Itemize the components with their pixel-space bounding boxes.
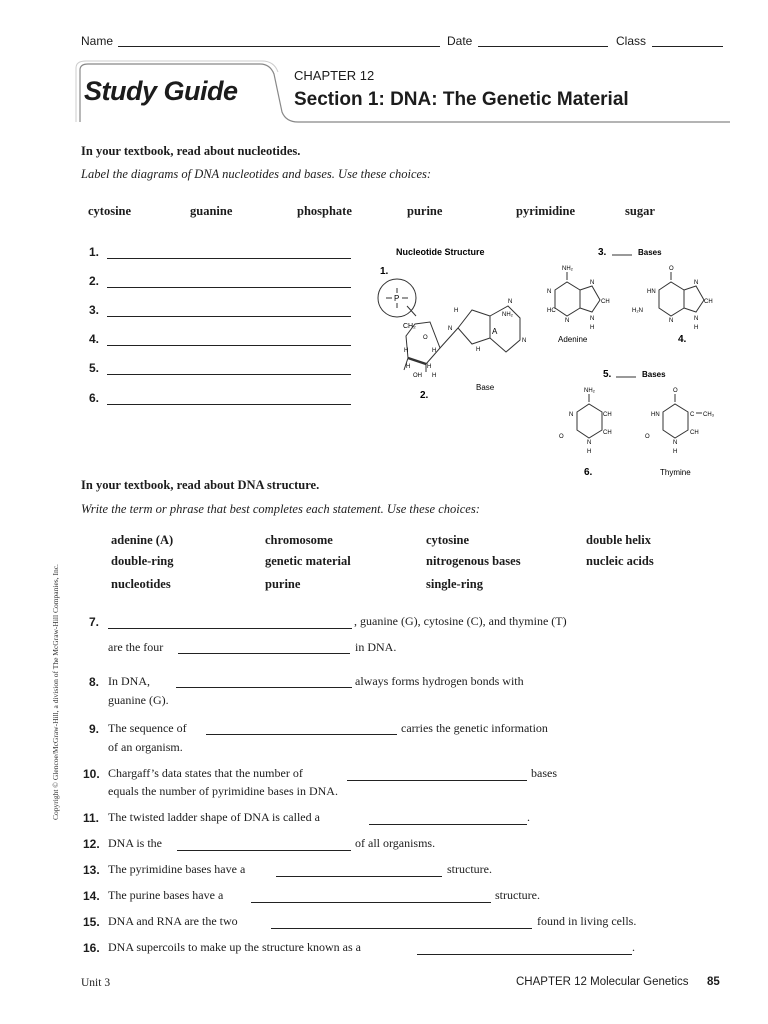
svg-text:CH: CH: [704, 299, 713, 305]
q13-blank[interactable]: [276, 876, 442, 877]
diagram-label-6: 6.: [584, 467, 593, 478]
svg-text:N: N: [587, 440, 592, 446]
choice-sugar: sugar: [625, 204, 655, 218]
svg-text:N: N: [669, 318, 674, 324]
q8-number: 8.: [89, 675, 100, 689]
choice-nitrogenous-bases: nitrogenous bases: [426, 554, 521, 568]
part2-heading: In your textbook, read about DNA structure.: [81, 478, 320, 492]
footer-chapter: CHAPTER 12 Molecular Genetics: [516, 976, 689, 988]
q12-text-b: of all organisms.: [355, 836, 436, 850]
choice-cytosine: cytosine: [88, 204, 132, 218]
chapter-label: CHAPTER 12: [294, 68, 375, 83]
q9-text-a: The sequence of: [108, 721, 187, 735]
choice-purine-2: purine: [265, 577, 301, 591]
q14-text-a: The purine bases have a: [108, 888, 224, 902]
svg-text:N: N: [694, 280, 699, 286]
answer-3-field[interactable]: [107, 316, 351, 317]
q10-text-c: equals the number of pyrimidine bases in DNA.: [108, 784, 338, 798]
choice-double-helix: double helix: [586, 533, 651, 547]
q7-blank-2[interactable]: [178, 653, 350, 654]
q13-text-a: The pyrimidine bases have a: [108, 862, 246, 876]
svg-text:H: H: [694, 325, 699, 331]
q8-blank[interactable]: [176, 687, 352, 688]
q16-number: 16.: [83, 941, 100, 955]
svg-text:HN: HN: [647, 289, 656, 295]
q10-blank[interactable]: [347, 780, 527, 781]
answer-1-number: 1.: [89, 245, 100, 259]
bases-label-5: Bases: [642, 370, 666, 379]
svg-text:P: P: [394, 294, 400, 303]
diagram-label-3: 3.: [598, 247, 607, 258]
diagram-label-4: 4.: [678, 334, 687, 345]
q13-text-b: structure.: [447, 862, 492, 876]
adenine-label: Adenine: [558, 335, 588, 344]
diagram-label-1: 1.: [380, 266, 389, 277]
svg-text:N: N: [508, 299, 513, 305]
q11-blank[interactable]: [369, 824, 527, 825]
q11-text-a: The twisted ladder shape of DNA is called a: [108, 810, 320, 824]
q10-text-a: Chargaff’s data states that the number of: [108, 766, 303, 780]
answer-4-number: 4.: [89, 332, 100, 346]
choice-purine: purine: [407, 204, 443, 218]
svg-text:H: H: [404, 348, 409, 354]
part1-instruction: Label the diagrams of DNA nucleotides and bases. Use these choices:: [81, 167, 432, 181]
answer-1-field[interactable]: [107, 258, 351, 259]
choice-guanine: guanine: [190, 204, 233, 218]
svg-text:N: N: [590, 316, 595, 322]
q12-number: 12.: [83, 837, 100, 851]
svg-text:CH: CH: [603, 412, 612, 418]
answer-3-number: 3.: [89, 303, 100, 317]
choice-double-ring: double-ring: [111, 554, 174, 568]
q16-text-a: DNA supercoils to make up the structure known as a: [108, 940, 361, 954]
thymine-structure: [645, 388, 715, 477]
q7-blank-1[interactable]: [108, 628, 352, 629]
study-guide-title: Study Guide: [84, 76, 238, 106]
part1-heading: In your textbook, read about nucleotides.: [81, 144, 301, 158]
q15-text-a: DNA and RNA are the two: [108, 914, 238, 928]
name-label: Name: [81, 34, 114, 48]
choice-pyrimidine: pyrimidine: [516, 204, 576, 218]
guanine-structure: [632, 266, 713, 345]
choice-phosphate: phosphate: [297, 204, 352, 218]
svg-text:O: O: [559, 434, 564, 440]
class-label: Class: [616, 34, 647, 48]
svg-text:O: O: [673, 388, 678, 394]
svg-text:HN: HN: [651, 412, 660, 418]
q9-blank[interactable]: [206, 734, 397, 735]
answer-5-field[interactable]: [107, 374, 351, 375]
date-label: Date: [447, 34, 473, 48]
q15-number: 15.: [83, 915, 100, 929]
q8-text-a: In DNA,: [108, 674, 150, 688]
q11-text-b: .: [527, 810, 530, 824]
choice-genetic-material: genetic material: [265, 554, 351, 568]
q9-text-c: of an organism.: [108, 740, 183, 754]
q11-number: 11.: [83, 811, 100, 825]
svg-text:O: O: [669, 266, 674, 272]
svg-text:H: H: [432, 373, 437, 379]
diagram-label-2: 2.: [420, 390, 429, 401]
q15-text-b: found in living cells.: [537, 914, 637, 928]
q12-blank[interactable]: [177, 850, 351, 851]
class-field[interactable]: [652, 46, 723, 47]
q7-text-b: are the four: [108, 640, 164, 654]
svg-text:H: H: [454, 308, 459, 314]
q10-number: 10.: [83, 767, 100, 781]
svg-text:NH₂: NH₂: [562, 266, 573, 272]
name-field[interactable]: [118, 46, 440, 47]
q16-text-b: .: [632, 940, 635, 954]
svg-text:CH: CH: [690, 430, 699, 436]
q7-text-a: , guanine (G), cytosine (C), and thymine (T): [354, 614, 567, 628]
svg-text:H: H: [673, 449, 678, 455]
q14-blank[interactable]: [251, 902, 491, 903]
svg-text:N: N: [694, 316, 699, 322]
svg-text:H₂N: H₂N: [632, 308, 643, 314]
svg-text:N: N: [569, 412, 574, 418]
svg-text:NH₂: NH₂: [584, 388, 595, 394]
svg-text:HC: HC: [547, 308, 556, 314]
choice-nucleotides: nucleotides: [111, 577, 171, 591]
nucleotide-diagram: [360, 240, 740, 485]
svg-text:CH: CH: [603, 430, 612, 436]
svg-text:CH₃: CH₃: [703, 412, 715, 418]
q10-text-b: bases: [531, 766, 557, 780]
svg-text:N: N: [448, 326, 453, 332]
svg-text:A: A: [492, 327, 498, 336]
answer-5-number: 5.: [89, 361, 100, 375]
choice-nucleic-acids: nucleic acids: [586, 554, 654, 568]
bases-label-3: Bases: [638, 248, 662, 257]
answer-6-field[interactable]: [107, 404, 351, 405]
section-title: Section 1: DNA: The Genetic Material: [294, 89, 629, 110]
q8-text-b: always forms hydrogen bonds with: [355, 674, 524, 688]
base-label: Base: [476, 383, 495, 392]
adenine-structure: [547, 266, 610, 344]
choice-single-ring: single-ring: [426, 577, 483, 591]
svg-text:N: N: [590, 280, 595, 286]
q9-text-b: carries the genetic information: [401, 721, 548, 735]
svg-text:N: N: [673, 440, 678, 446]
choice-cytosine-2: cytosine: [426, 533, 470, 547]
q15-blank[interactable]: [271, 928, 532, 929]
thymine-label: Thymine: [660, 468, 691, 477]
q7-text-c: in DNA.: [355, 640, 397, 654]
answer-4-field[interactable]: [107, 345, 351, 346]
svg-text:O: O: [423, 335, 428, 341]
q9-number: 9.: [89, 722, 100, 736]
svg-text:CH₂: CH₂: [403, 323, 416, 330]
svg-text:CH: CH: [601, 299, 610, 305]
date-field[interactable]: [478, 46, 608, 47]
choice-adenine: adenine (A): [111, 533, 174, 547]
svg-text:O: O: [645, 434, 650, 440]
svg-text:NH₂: NH₂: [502, 312, 513, 318]
footer-unit: Unit 3: [81, 977, 111, 989]
q7-number: 7.: [89, 615, 100, 629]
svg-text:N: N: [565, 318, 570, 324]
svg-text:H: H: [406, 364, 411, 370]
q14-text-b: structure.: [495, 888, 540, 902]
base-ring: [458, 310, 490, 344]
q13-number: 13.: [83, 863, 100, 877]
nucleotide-structure-title: Nucleotide Structure: [396, 247, 485, 257]
q14-number: 14.: [83, 889, 100, 903]
cytosine-structure: [559, 388, 612, 478]
svg-text:H: H: [476, 347, 481, 353]
svg-text:H: H: [427, 364, 432, 370]
svg-text:N: N: [547, 289, 552, 295]
answer-2-number: 2.: [89, 274, 100, 288]
q12-text-a: DNA is the: [108, 836, 162, 850]
svg-text:H: H: [590, 325, 595, 331]
answer-6-number: 6.: [89, 391, 100, 405]
q8-text-c: guanine (G).: [108, 693, 169, 707]
part2-instruction: Write the term or phrase that best completes each statement. Use these choices:: [81, 502, 480, 516]
q16-blank[interactable]: [417, 954, 632, 955]
diagram-label-5: 5.: [603, 369, 612, 380]
copyright-notice: Copyright © Glencoe/McGraw-Hill, a division of The McGraw-Hill Companies, Inc.: [51, 564, 60, 820]
answer-2-field[interactable]: [107, 287, 351, 288]
svg-text:N: N: [522, 338, 527, 344]
svg-text:C: C: [690, 412, 695, 418]
svg-text:H: H: [432, 348, 437, 354]
svg-text:H: H: [587, 449, 592, 455]
svg-text:OH: OH: [413, 373, 422, 379]
choice-chromosome: chromosome: [265, 533, 333, 547]
page-number: 85: [707, 976, 720, 988]
